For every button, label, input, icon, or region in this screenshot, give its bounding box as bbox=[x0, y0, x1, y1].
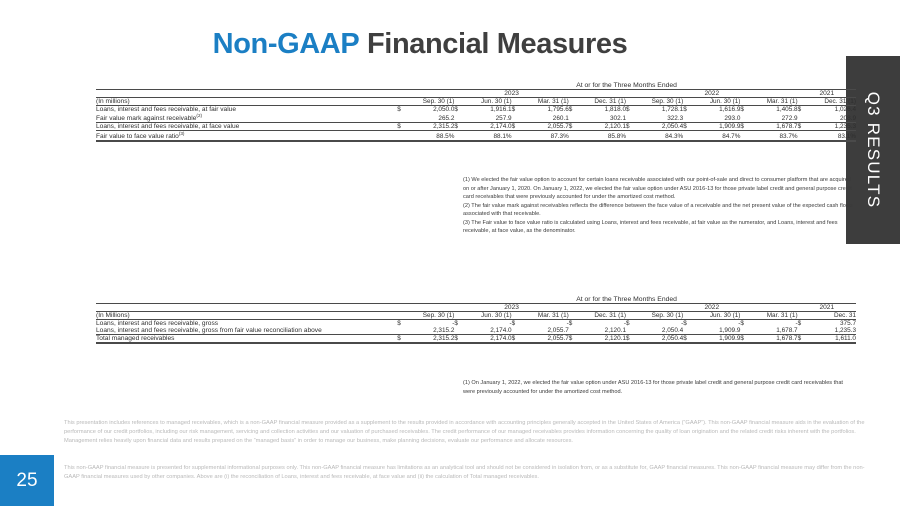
table-cell: 1,235.3 bbox=[808, 123, 856, 131]
table-cell: 2,120.1 bbox=[579, 335, 626, 344]
disclaimer-paragraph-1 bbox=[64, 419, 870, 447]
currency-symbol bbox=[683, 113, 693, 123]
section-tab-label: Q3 RESULTS bbox=[864, 91, 883, 209]
currency-symbol bbox=[626, 327, 636, 335]
table-cell: - bbox=[738, 320, 741, 327]
currency-symbol: $ bbox=[740, 335, 750, 344]
table1-period-title: At or for the Three Months Ended bbox=[576, 82, 677, 89]
table1-column-header-4: Sep. 30 (1) bbox=[636, 98, 683, 106]
table-cell: - bbox=[623, 320, 626, 327]
currency-symbol: $ bbox=[569, 335, 579, 344]
currency-symbol: $ bbox=[798, 335, 808, 344]
table-cell: 302.1 bbox=[610, 115, 626, 123]
table-row bbox=[96, 113, 856, 123]
table-cell: 375.7 bbox=[840, 320, 856, 327]
disclaimer-text: This presentation includes references to managed receivables, which is a non-GAAP financial measure provided as a supplement to the results provided in accordance with accounting principles generally accepted in the United States of America (“GAAP”). This non-GAAP financial measure aids in the evaluation of the performance of our credit portfolios, including our risk management, servicing and collection activities and our valuation of purchased receivables. The credit performance of our managed receivables provides information concerning the quality of loan origination and the related credit risks inherent with the portfolios. Management relies heavily upon financial data and results prepared on the “managed basis” in order to manage our business, make planning decisions, evaluate our performance and allocate resources. bbox=[64, 420, 865, 445]
table-cell: - bbox=[681, 320, 684, 327]
table-cell: 83.1% bbox=[808, 131, 856, 142]
currency-symbol: $ bbox=[512, 335, 522, 344]
table-cell: 1,235.3 bbox=[834, 327, 856, 334]
table1-column-header-7: Dec. 31 (1) bbox=[808, 98, 856, 106]
currency-symbol: $ bbox=[683, 106, 687, 113]
currency-symbol: $ bbox=[397, 335, 407, 344]
table2-column-header-6: Mar. 31 (1) bbox=[750, 312, 797, 320]
currency-symbol bbox=[569, 113, 579, 123]
managed-receivables-table bbox=[96, 296, 856, 344]
table-cell: 84.3% bbox=[636, 131, 683, 142]
currency-symbol: $ bbox=[454, 123, 464, 131]
page-title bbox=[0, 28, 840, 61]
currency-symbol: $ bbox=[740, 106, 744, 113]
table2-body bbox=[96, 296, 856, 343]
currency-symbol bbox=[798, 327, 808, 335]
currency-symbol bbox=[740, 327, 750, 335]
disclaimer-paragraph-2 bbox=[64, 464, 870, 482]
table-cell: 257.9 bbox=[495, 115, 512, 123]
currency-symbol bbox=[683, 327, 693, 335]
footnote-marker: (2) bbox=[196, 113, 203, 118]
page-number-badge bbox=[0, 455, 54, 506]
table-row bbox=[96, 106, 856, 114]
table1-head-pad bbox=[798, 98, 808, 106]
table2-year-2023: 2023 bbox=[397, 304, 626, 312]
table2-head-pad bbox=[740, 312, 750, 320]
table-cell: 2,174.0 bbox=[464, 335, 511, 344]
footnote-marker: (3) bbox=[178, 131, 185, 137]
table2-head-pad bbox=[683, 312, 693, 320]
row-label: Fair value mark against receivable$^{(2)}$ bbox=[96, 113, 203, 123]
fair-value-reconciliation-table bbox=[96, 82, 856, 142]
table2-head-pad bbox=[512, 312, 522, 320]
currency-symbol bbox=[512, 131, 522, 142]
table-cell: 85.8% bbox=[579, 131, 626, 142]
table2-column-header-4: Sep. 30 (1) bbox=[636, 312, 683, 320]
table-cell: 1,678.7 bbox=[750, 335, 797, 344]
currency-symbol: $ bbox=[798, 123, 808, 131]
table1-year-2023: 2023 bbox=[397, 90, 626, 98]
table2-footnotes bbox=[463, 379, 853, 396]
table2-year-2022: 2022 bbox=[626, 304, 798, 312]
currency-symbol bbox=[683, 131, 693, 142]
table1-head-pad bbox=[397, 98, 407, 106]
currency-symbol: $ bbox=[454, 320, 458, 327]
footnote-1: (1) On January 1, 2022, we elected the fair value option under ASU 2016-13 for those private label credit and general purpose credit card receivables that were previously accounted for under the amortized cost method. bbox=[463, 380, 843, 395]
table-row bbox=[96, 335, 856, 344]
table-cell: 2,055.7 bbox=[522, 335, 569, 344]
currency-symbol bbox=[454, 327, 464, 335]
table1-footnotes bbox=[463, 176, 853, 236]
disclaimer-text: This non-GAAP financial measure is presented for supplemental informational purposes only. This non-GAAP financial measure has limitations as an analytical tool and should not be considered in isolation from, or as a substitute for, GAAP financial measures. This non-GAAP financial measure may differ from the non-GAAP financial measures used by other companies. Above are (i) the reconciliation of Loans, interest and fees receivable, at face value and (ii) the calculation of Total managed receivables. bbox=[64, 465, 865, 481]
table-cell: 1,909.9 bbox=[693, 123, 740, 131]
table2-spacer bbox=[96, 304, 397, 312]
currency-symbol bbox=[454, 113, 464, 123]
row-label: Loans, interest and fees receivable, gross bbox=[96, 320, 219, 327]
table-cell: 260.1 bbox=[552, 115, 569, 123]
table-cell: 1,909.9 bbox=[719, 327, 741, 334]
table2-period-title: At or for the Three Months Ended bbox=[576, 296, 677, 303]
table-cell: 1,616.9 bbox=[719, 106, 741, 113]
currency-symbol: $ bbox=[397, 123, 407, 131]
table-cell: 2,050.0 bbox=[433, 106, 455, 113]
table1-spacer bbox=[96, 90, 397, 98]
currency-symbol: $ bbox=[740, 123, 750, 131]
page-title-accent: Non-GAAP bbox=[212, 28, 360, 60]
table2-column-header-0: Sep. 30 (1) bbox=[407, 312, 454, 320]
table2-grid bbox=[96, 296, 856, 344]
table1-column-header-1: Jun. 30 (1) bbox=[464, 98, 511, 106]
currency-symbol bbox=[512, 113, 522, 123]
table-cell: 1,026.4 bbox=[834, 106, 856, 113]
table-cell: 2,315.2 bbox=[433, 327, 455, 334]
table-cell: 1,818.0 bbox=[604, 106, 626, 113]
table-cell: 293.0 bbox=[724, 115, 741, 123]
table-cell: 2,120.1 bbox=[579, 123, 626, 131]
row-label: Total managed receivables bbox=[96, 335, 397, 344]
table-cell: 322.3 bbox=[667, 115, 684, 123]
currency-symbol: $ bbox=[511, 106, 516, 113]
currency-symbol bbox=[798, 131, 808, 142]
table1-year-2022: 2022 bbox=[626, 90, 798, 98]
currency-symbol: $ bbox=[511, 320, 516, 327]
table2-head-pad bbox=[454, 312, 464, 320]
currency-symbol bbox=[798, 113, 808, 123]
currency-symbol: $ bbox=[683, 335, 693, 344]
table1-spacer bbox=[96, 82, 397, 90]
table2-column-header-5: Jun. 30 (1) bbox=[693, 312, 740, 320]
currency-symbol: $ bbox=[740, 320, 744, 327]
table-cell: 84.7% bbox=[693, 131, 740, 142]
currency-symbol: $ bbox=[626, 335, 636, 344]
page-title-rest: Financial Measures bbox=[366, 28, 628, 60]
currency-symbol bbox=[569, 131, 579, 142]
currency-symbol: $ bbox=[568, 320, 573, 327]
table1-head-pad bbox=[569, 98, 579, 106]
table1-column-header-6: Mar. 31 (1) bbox=[750, 98, 797, 106]
currency-symbol bbox=[397, 131, 407, 142]
footnote-3: (3) The Fair value to face value ratio is calculated using Loans, interest and fees receivable, at fair value as the numerator, and Loans, interest and fees receivable, at face value, as the denominator. bbox=[463, 219, 838, 234]
table1-column-header-2: Mar. 31 (1) bbox=[522, 98, 569, 106]
currency-symbol bbox=[397, 327, 407, 335]
table2-year-2021: 2021 bbox=[798, 304, 856, 312]
currency-symbol: $ bbox=[797, 320, 802, 327]
table-cell: 2,050.4 bbox=[636, 335, 683, 344]
currency-symbol: $ bbox=[683, 123, 693, 131]
table-row bbox=[96, 320, 856, 328]
currency-symbol: $ bbox=[568, 106, 573, 113]
table2-head-pad bbox=[569, 312, 579, 320]
table1-head-pad bbox=[740, 98, 750, 106]
currency-symbol: $ bbox=[512, 123, 522, 131]
currency-symbol bbox=[740, 131, 750, 142]
table1-head-pad bbox=[454, 98, 464, 106]
page-number: 25 bbox=[16, 469, 38, 491]
currency-symbol: $ bbox=[569, 123, 579, 131]
table-cell: 1,909.9 bbox=[693, 335, 740, 344]
table-row bbox=[96, 327, 856, 335]
currency-symbol bbox=[626, 113, 636, 123]
table2-spacer bbox=[96, 296, 397, 304]
currency-symbol: $ bbox=[797, 106, 802, 113]
table-cell: 1,611.0 bbox=[808, 335, 856, 344]
table1-head-pad bbox=[683, 98, 693, 106]
table2-column-header-7: Dec. 31 bbox=[808, 312, 856, 320]
table1-column-header-3: Dec. 31 (1) bbox=[579, 98, 626, 106]
table-cell: 88.5% bbox=[407, 131, 454, 142]
row-label: Loans, interest and fees receivable, at face value bbox=[96, 123, 397, 131]
currency-symbol: $ bbox=[454, 335, 464, 344]
table-cell: 2,120.1 bbox=[604, 327, 626, 334]
currency-symbol: $ bbox=[626, 320, 630, 327]
table1-body bbox=[96, 82, 856, 141]
currency-symbol bbox=[740, 113, 750, 123]
table-cell: 208.9 bbox=[840, 115, 856, 123]
row-label: Loans, interest and fees receivable, gross from fair value reconciliation above bbox=[96, 327, 322, 334]
table2-column-header-3: Dec. 31 (1) bbox=[579, 312, 626, 320]
table-cell: 2,174.0 bbox=[490, 327, 512, 334]
currency-symbol bbox=[626, 131, 636, 142]
table1-grid bbox=[96, 82, 856, 142]
footnote-2: (2) The fair value mark against receivables reflects the difference between the face value of a receivable and the net present value of the expected cash flows associated with that receivable. bbox=[463, 202, 853, 217]
table2-column-header-row bbox=[96, 312, 856, 320]
currency-symbol: $ bbox=[683, 320, 687, 327]
table1-column-header-row bbox=[96, 98, 856, 106]
table-cell: 2,055.7 bbox=[522, 123, 569, 131]
table2-head-pad bbox=[798, 312, 808, 320]
table1-column-header-0: Sep. 30 (1) bbox=[407, 98, 454, 106]
table2-head-pad bbox=[397, 312, 407, 320]
table-cell: 2,174.0 bbox=[464, 123, 511, 131]
currency-symbol bbox=[512, 327, 522, 335]
table-cell: 1,678.7 bbox=[776, 327, 798, 334]
table-cell: 2,050.4 bbox=[661, 327, 684, 334]
table2-year-group-row bbox=[96, 304, 856, 312]
currency-symbol: $ bbox=[626, 106, 630, 113]
table-cell: 83.7% bbox=[750, 131, 797, 142]
table2-head-pad bbox=[626, 312, 636, 320]
currency-symbol: $ bbox=[626, 123, 636, 131]
row-label: Fair value to face value ratio$^{(3)}$ bbox=[96, 131, 397, 142]
table-cell: - bbox=[795, 320, 798, 327]
table-cell: - bbox=[452, 320, 455, 327]
table-cell: 87.3% bbox=[522, 131, 569, 142]
table-cell: 2,315.2 bbox=[407, 123, 454, 131]
currency-symbol: $ bbox=[397, 106, 401, 113]
table1-head-pad bbox=[512, 98, 522, 106]
table-cell: 2,055.7 bbox=[547, 327, 569, 334]
currency-symbol bbox=[397, 113, 407, 123]
currency-symbol: $ bbox=[454, 106, 458, 113]
table-cell: 88.1% bbox=[464, 131, 511, 142]
table-cell: 1,405.8 bbox=[776, 106, 798, 113]
table2-column-header-2: Mar. 31 (1) bbox=[522, 312, 569, 320]
table1-unit-label: (In millions) bbox=[96, 98, 397, 106]
table2-unit-label: (In Millions) bbox=[96, 312, 397, 320]
table-cell: 2,315.2 bbox=[407, 335, 454, 344]
table-row bbox=[96, 123, 856, 131]
table1-year-group-row bbox=[96, 90, 856, 98]
table2-column-header-1: Jun. 30 (1) bbox=[464, 312, 511, 320]
table-cell: 1,678.7 bbox=[750, 123, 797, 131]
table1-year-2021: 2021 bbox=[798, 90, 856, 98]
table-cell: 1,795.6 bbox=[547, 106, 569, 113]
table-cell: 2,050.4 bbox=[636, 123, 683, 131]
table-cell: 1,916.1 bbox=[490, 106, 512, 113]
table1-head-pad bbox=[626, 98, 636, 106]
table1-column-header-5: Jun. 30 (1) bbox=[693, 98, 740, 106]
table-cell: - bbox=[509, 320, 512, 327]
table-row bbox=[96, 131, 856, 142]
currency-symbol: $ bbox=[397, 320, 401, 327]
table-cell: 265.2 bbox=[438, 115, 455, 123]
currency-symbol bbox=[569, 327, 579, 335]
table-cell: - bbox=[566, 320, 569, 327]
footnote-1: (1) We elected the fair value option to account for certain loans receivable associated with our point-of-sale and direct to consumer platform that are acquired on or after January 1, 2020. On January 1, 2022, we elected the fair value option under ASU 2016-13 for those private label credit and general purpose credit card receivables that were previously accounted for under the amortized cost method. bbox=[463, 177, 852, 200]
row-label: Loans, interest and fees receivable, at fair value bbox=[96, 106, 237, 113]
table-cell: 1,728.1 bbox=[661, 106, 684, 113]
table-cell: 272.9 bbox=[781, 115, 798, 123]
currency-symbol bbox=[454, 131, 464, 142]
